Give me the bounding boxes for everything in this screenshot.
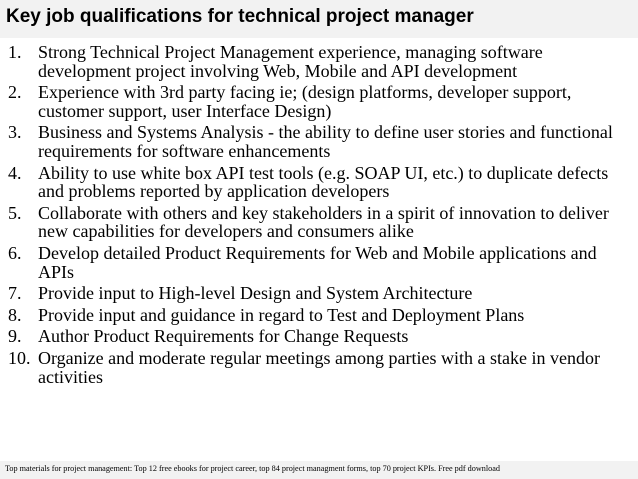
list-item [0, 83, 630, 120]
item-text: Author Product Requirements for Change Requests [38, 326, 409, 347]
item-number: 6. [8, 242, 22, 263]
item-text: Strong Technical Project Management experience, managing software development project involving Web, Mobile and API development [38, 42, 543, 81]
item-number: 4. [8, 162, 22, 183]
list-item [0, 349, 630, 386]
list-item [0, 204, 630, 241]
page-title: Key job qualifications for technical project manager [6, 6, 474, 27]
list-item [0, 306, 630, 325]
item-text: Business and Systems Analysis - the ability to define user stories and functional requirements for software enhancements [38, 122, 613, 161]
item-number: 5. [8, 202, 22, 223]
list-item [0, 327, 630, 346]
item-text: Collaborate with others and key stakeholders in a spirit of innovation to deliver new capabilities for developers and consumers alike [38, 202, 609, 242]
list-item [0, 244, 630, 281]
footer-text: Top materials for project management: Top 12 free ebooks for project career, top 84 project managment forms, top 70 project KPIs. Free pdf download [5, 464, 500, 473]
qualifications-list [0, 43, 630, 389]
list-item [0, 123, 630, 160]
item-text: Organize and moderate regular meetings among parties with a stake in vendor activities [38, 347, 600, 387]
item-number: 7. [8, 283, 22, 304]
item-number: 2. [8, 82, 22, 103]
item-number: 10. [8, 347, 31, 368]
item-number: 9. [8, 326, 22, 347]
item-text: Experience with 3rd party facing ie; (design platforms, developer support, customer support, user Interface Design) [38, 82, 572, 121]
list-item [0, 284, 630, 303]
item-text: Provide input to High-level Design and System Architecture [38, 283, 473, 304]
item-text: Ability to use white box API test tools (e.g. SOAP UI, etc.) to duplicate defects and problems reported by application developers [38, 162, 609, 202]
item-text: Provide input and guidance in regard to Test and Deployment Plans [38, 304, 525, 325]
item-number: 3. [8, 122, 22, 143]
list-item [0, 164, 630, 201]
item-number: 8. [8, 304, 22, 325]
item-text: Develop detailed Product Requirements for Web and Mobile applications and APIs [38, 242, 597, 282]
item-number: 1. [8, 42, 22, 62]
list-item [0, 43, 630, 80]
